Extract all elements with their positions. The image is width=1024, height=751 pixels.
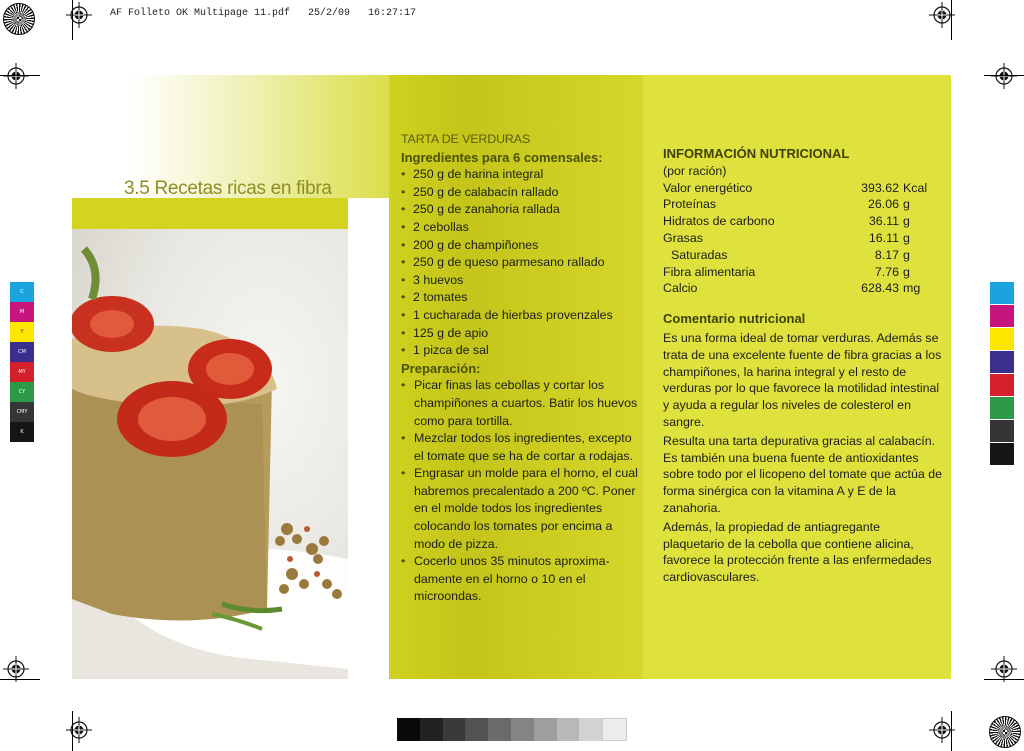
color-swatch-k: K	[10, 422, 34, 442]
nutrition-subheading: (por ración)	[663, 163, 727, 178]
ingredient-item: • 250 g de zanahoria rallada	[401, 201, 641, 219]
nutrient-unit: g	[903, 264, 910, 279]
nutrient-value: 36.11	[868, 214, 899, 229]
nutrient-label: Saturadas	[671, 247, 728, 262]
trim-mark	[951, 711, 952, 751]
nutrient-value: 8.17	[874, 247, 899, 262]
nutrient-value: 393.62	[861, 180, 899, 195]
nutrient-label: Grasas	[663, 230, 703, 245]
preparation-step: • Picar finas las cebollas y cortar los champiñones a cuartos. Batir los huevos como para tortilla.	[401, 377, 641, 430]
nutrient-value: 7.76	[874, 264, 899, 279]
nutrition-column	[663, 146, 943, 586]
color-swatch	[990, 420, 1014, 443]
color-bar-right	[990, 282, 1014, 466]
ingredient-item: • 1 cucharada de hierbas provenzales	[401, 307, 641, 325]
gray-swatch	[511, 718, 534, 741]
ingredient-item: • 250 g de calabacín rallado	[401, 184, 641, 202]
print-slug: AF Folleto OK Multipage 11.pdf 25/2/09 16:27:17	[110, 8, 417, 19]
trim-mark	[984, 679, 1024, 680]
nutrition-heading: INFORMACIÓN NUTRICIONAL	[663, 146, 850, 161]
nutrient-unit: g	[903, 247, 910, 262]
gray-swatch	[488, 718, 511, 741]
nutrient-value: 16.11	[868, 230, 899, 245]
gray-swatch	[534, 718, 557, 741]
nutrition-row	[663, 196, 927, 213]
gray-swatch	[443, 718, 466, 741]
nutrition-row	[663, 180, 927, 197]
color-swatch	[990, 443, 1014, 466]
vegetable-tart-photo	[72, 229, 348, 679]
color-swatch	[990, 328, 1014, 351]
trim-mark	[0, 75, 40, 76]
registration-mark-icon	[991, 63, 1017, 89]
gray-swatch	[602, 718, 627, 741]
preparation-heading: Preparación:	[401, 360, 481, 376]
nutrition-row	[663, 230, 927, 247]
nutrient-unit: g	[903, 230, 910, 245]
nutrient-label: Calcio	[663, 281, 698, 296]
gray-swatch	[579, 718, 602, 741]
trim-mark	[0, 679, 40, 680]
color-swatch-c: C	[10, 282, 34, 302]
nutrient-unit: Kcal	[903, 180, 928, 195]
nutrition-row	[663, 247, 927, 264]
color-swatch	[990, 374, 1014, 397]
color-swatch-cy: CY	[10, 382, 34, 402]
color-swatch	[990, 305, 1014, 328]
ingredient-item: • 200 g de champiñones	[401, 237, 641, 255]
preparation-step: • Mezclar todos los ingredientes, excepto el tomate que se ha de cortar a rodajas.	[401, 430, 641, 465]
tart-illustration	[72, 229, 348, 679]
registration-mark-icon	[66, 2, 92, 28]
color-swatch	[990, 397, 1014, 420]
nutrient-unit: g	[903, 214, 910, 229]
nutrition-table	[663, 180, 927, 298]
gray-swatch	[465, 718, 488, 741]
recipe-name: TARTA DE VERDURAS	[401, 132, 531, 146]
ingredient-item: • 125 g de apio	[401, 325, 641, 343]
section-title: 3.5 Recetas ricas en fibra	[124, 178, 332, 199]
nutrient-unit: g	[903, 197, 910, 212]
preparation-steps	[401, 377, 641, 606]
ingredient-item: • 3 huevos	[401, 272, 641, 290]
gray-swatch	[397, 718, 420, 741]
trim-mark	[984, 75, 1024, 76]
ingredients-heading: Ingredientes para 6 comensales:	[401, 149, 603, 165]
nutrient-label: Valor energético	[663, 180, 753, 195]
color-swatch-my: MY	[10, 362, 34, 382]
color-swatch	[990, 351, 1014, 374]
registration-mark-icon	[3, 63, 29, 89]
nutrition-row	[663, 280, 927, 297]
gray-swatch	[557, 718, 580, 741]
comment-paragraph: Resulta una tarta depurativa gracias al calabacín. Es también una buena fuente de antioxidantes sobre todo por el licopeno del tomate que actúa de forma sinérgica con la vitamina A y E de la zanahoria.	[663, 433, 942, 515]
preparation-step: • Cocerlo unos 35 minutos aproxima- damente en el horno o 10 en el microondas.	[401, 553, 641, 606]
color-swatch-cm: CM	[10, 342, 34, 362]
nutrient-value: 628.43	[861, 281, 899, 296]
nutrient-label: Fibra alimentaria	[663, 264, 756, 279]
starburst-mark-bottom-right	[989, 716, 1021, 748]
trim-mark	[951, 0, 952, 40]
ingredient-item: • 250 g de queso parmesano rallado	[401, 254, 641, 272]
starburst-mark-top-left	[3, 3, 35, 35]
comment-heading: Comentario nutricional	[663, 311, 806, 327]
color-swatch-cmy: CMY	[10, 402, 34, 422]
comment-paragraph: Además, la propiedad de antiagregante plaquetario de la cebolla que contiene alicina, favorece la protección frente a las enfermedades cardiovasculares.	[663, 519, 932, 585]
nutrient-unit: mg	[903, 281, 921, 296]
nutrition-row	[663, 213, 927, 230]
color-swatch	[990, 282, 1014, 305]
recipe-column	[401, 131, 641, 606]
gray-scale-strip	[397, 718, 627, 741]
ingredient-item: • 250 g de harina integral	[401, 166, 641, 184]
nutrition-row	[663, 264, 927, 281]
trim-mark	[72, 0, 73, 40]
nutrient-label: Proteínas	[663, 197, 717, 212]
color-swatch-m: M	[10, 302, 34, 322]
gray-swatch	[420, 718, 443, 741]
ingredients-list	[401, 166, 641, 360]
registration-mark-icon	[66, 717, 92, 743]
nutrient-value: 26.06	[867, 197, 899, 212]
trim-mark	[72, 711, 73, 751]
ingredient-item: • 2 cebollas	[401, 219, 641, 237]
color-swatch-y: Y	[10, 322, 34, 342]
ingredient-item: • 1 pizca de sal	[401, 342, 641, 360]
nutrient-label: Hidratos de carbono	[663, 214, 775, 229]
color-bar-left	[10, 282, 34, 442]
ingredient-item: • 2 tomates	[401, 289, 641, 307]
comment-paragraph: Es una forma ideal de tomar verduras. Además se trata de una excelente fuente de fibra gracias a los champiñones, la harina integral y el resto de verduras por lo que favorece la motilidad intestinal y ayuda a regular los niveles de colesterol en sangre.	[663, 330, 942, 429]
preparation-step: • Engrasar un molde para el horno, el cual habremos precalentado a 200 ºC. Poner en el molde todos los ingredientes colocando los tomates por encima a modo de pizza.	[401, 465, 641, 553]
